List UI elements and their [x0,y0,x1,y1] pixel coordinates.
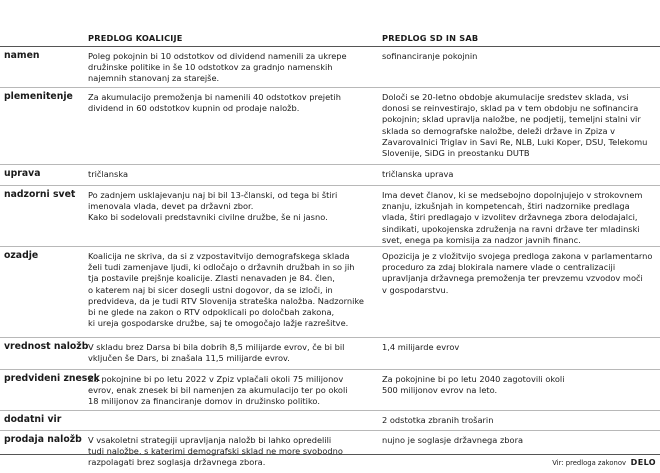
row-label: dodatni vir [4,414,62,425]
cell-line: sofinanciranje pokojnin [382,51,478,61]
cell-line: tričlanska uprava [382,169,454,179]
table-row [0,246,660,247]
sd-sab-cell [382,51,654,62]
cell-line: svet, enega pa komisija za nadzor javnih financ. [382,234,581,245]
row-label: predvideni znesek [4,373,100,384]
cell-line: vlada, štiri predlagajo v izvolitev državnega zbora delodajalci, [382,212,638,223]
coalition-cell [88,251,366,329]
cell-line: sindikati, upokojenska združenja na ravni države ter mladinski [382,223,640,234]
cell-line: Za pokojnine bi po letu 2022 v Zpiz vplačali okoli 75 milijonov [88,374,344,384]
cell-line: znanju, izkušnjah in kompetencah, štiri nadzornike predlaga [382,201,630,212]
cell-line: družinske politike in še 10 odstotkov za gradnjo namenskih [88,62,333,73]
cell-line: Ima devet članov, ki se medsebojno dopolnjujejo v strokovnem [382,190,643,200]
sd-sab-cell [382,92,654,159]
cell-line: sklada so demografske naložbe, deleži države in Zpiza v [382,125,616,136]
table-row [0,430,660,431]
cell-line: nujno je soglasje državnega zbora [382,435,524,445]
cell-line: v gospodarstvu. [382,284,449,295]
sd-sab-cell [382,374,654,396]
cell-line: donosi se reinvestirajo, sklad pa v tem obdobju ne sofinancira [382,103,639,114]
coalition-cell [88,190,366,224]
sd-sab-cell [382,415,654,426]
cell-line: evrov, enak znesek bi bil namenjen za akumulacijo ter po okoli [88,385,348,396]
cell-line: Opozicija je z vložitvijo svojega predloga zakona v parlamentarno [382,251,653,261]
footer-rule [0,454,660,455]
row-label: nadzorni svet [4,189,76,200]
cell-line: tričlanska [88,169,129,179]
cell-line: vključen še Dars, bi znašala 11,5 milijarde evrov. [88,353,290,364]
cell-line: tja postavile prejšnje koalicije. Zlasti nenavaden je 84. člen, [88,273,335,284]
cell-line: 1,4 milijarde evrov [382,342,460,352]
cell-line: Določi se 20-letno obdobje akumulacije sredstev sklada, vsi [382,92,629,102]
cell-line: Za pokojnine bi po letu 2040 zagotovili okoli [382,374,565,384]
table-row [0,185,660,186]
cell-line: Koalicija ne skriva, da si z vzpostavitvijo demografskega sklada [88,251,350,261]
cell-line: V vsakoletni strategiji upravljanja naložb bi lahko opredelili [88,435,332,445]
header-sd-sab-proposal: PREDLOG SD IN SAB [382,33,479,43]
cell-line: najemnih stanovanj za starejše. [88,73,220,84]
row-label: namen [4,50,40,61]
sd-sab-cell [382,251,654,296]
sd-sab-cell [382,169,654,180]
table-row [0,410,660,411]
sd-sab-cell [382,190,654,246]
cell-line: imenovala vlada, devet pa državni zbor. [88,201,254,212]
table-row [0,46,660,47]
coalition-cell [88,435,366,469]
cell-line: Po zadnjem usklajevanju naj bi bil 13-članski, od tega bi štiri [88,190,338,200]
coalition-cell [88,169,366,180]
cell-line: upravljanja državnega premoženja ter prevzemu vzvodov moči [382,273,643,284]
sd-sab-cell [382,342,654,353]
row-label: vrednost naložb [4,341,89,352]
cell-line: 500 milijonov evrov na leto. [382,385,498,396]
delo-logo: DELO [630,458,656,467]
cell-line: tudi naložbe, s katerimi demografski sklad ne more svobodno [88,446,343,457]
cell-line: 2 odstotka zbranih trošarin [382,415,494,425]
row-label: prodaja naložb [4,434,82,445]
row-label: uprava [4,168,41,179]
cell-line: dividend in 60 odstotkov kupnin od prodaje naložb. [88,103,300,114]
row-label: plemenitenje [4,91,73,102]
cell-line: Za akumulacijo premoženja bi namenili 40 odstotkov prejetih [88,92,341,102]
sd-sab-cell [382,435,654,446]
cell-line: Slovenije, SiDG in preostanku DUTB [382,148,530,159]
coalition-cell [88,51,366,85]
row-label: ozadje [4,250,39,261]
table-row [0,87,660,88]
cell-line: bi ne glede na zakon o RTV odpoklicali po določbah zakona, [88,307,335,318]
source-note: Vir: predloga zakonov [552,459,626,467]
cell-line: Kako bi sodelovali predstavniki civilne družbe, še ni jasno. [88,212,328,223]
cell-line: Poleg pokojnin bi 10 odstotkov od dividend namenili za ukrepe [88,51,347,61]
coalition-cell [88,374,366,408]
cell-line: proceduro za zdaj blokirala namere vlade o centralizaciji [382,262,616,273]
header-coalition-proposal: PREDLOG KOALICIJE [88,33,183,43]
cell-line: pokojnin; sklad upravlja naložbe, ne podjetij, temeljni stalni vir [382,114,641,125]
coalition-cell [88,92,366,114]
cell-line: razpolagati brez soglasja državnega zbora. [88,457,266,468]
cell-line: 18 milijonov za financiranje domov in družinsko politiko. [88,396,320,407]
cell-line: želi tudi zamenjave ljudi, ki odločajo o državnih družbah in so jih [88,262,355,273]
cell-line: predvideva, da je tudi RTV Slovenija strateška naložba. Nadzornike [88,295,364,306]
cell-line: o katerem naj bi sicer dosegli ustni dogovor, da se izloči, in [88,284,333,295]
cell-line: V skladu brez Darsa bi bila dobrih 8,5 milijarde evrov, če bi bil [88,342,345,352]
cell-line: Zavarovalnici Triglav in Savi Re, NLB, Luki Koper, DSU, Telekomu [382,136,648,147]
cell-line: ki ureja gospodarske družbe, saj te omogočajo lažje razrešitve. [88,318,349,329]
table-row [0,369,660,370]
coalition-cell [88,342,366,364]
table-row [0,337,660,338]
table-row [0,164,660,165]
